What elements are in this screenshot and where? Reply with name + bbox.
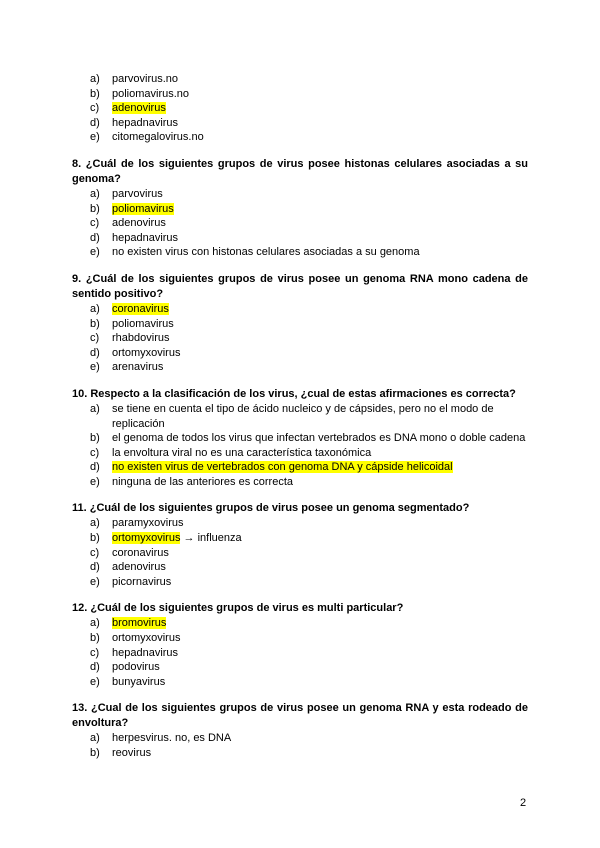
option-text: poliomavirus.no <box>112 87 190 100</box>
answer-option <box>72 116 528 131</box>
option-note: → influenza <box>180 532 242 545</box>
option-text: ortomyxovirus <box>112 632 181 645</box>
option-list <box>72 402 528 490</box>
option-letter: c) <box>90 446 100 459</box>
option-text: hepadnavirus <box>112 646 179 659</box>
question-block <box>72 601 528 689</box>
option-text: se tiene en cuenta el tipo de ácido nucleico y de cápsides, pero no el modo de replicación <box>112 402 494 430</box>
option-letter: a) <box>90 517 100 530</box>
option-letter: e) <box>90 361 100 374</box>
option-text: la envoltura viral no es una característica taxonómica <box>112 446 372 459</box>
answer-option <box>72 87 528 102</box>
question-block <box>72 157 528 260</box>
option-text: arenavirus <box>112 361 164 374</box>
answer-option <box>72 746 528 761</box>
option-letter: b) <box>90 202 100 215</box>
option-letter: a) <box>90 302 100 315</box>
option-letter: c) <box>90 102 100 115</box>
answer-option <box>72 216 528 231</box>
option-letter: a) <box>90 402 100 415</box>
answer-option <box>72 575 528 590</box>
highlighted-answer-text: poliomavirus <box>112 202 174 215</box>
option-letter: b) <box>90 632 100 645</box>
answer-option <box>72 302 528 317</box>
question-title: 9. ¿Cuál de los siguientes grupos de virus posee un genoma RNA mono cadena de sentido positivo? <box>72 272 528 300</box>
option-letter: a) <box>90 73 100 85</box>
answer-option <box>72 616 528 631</box>
highlighted-answer-text: no existen virus de vertebrados con genoma DNA y cápside helicoidal <box>112 461 453 474</box>
option-list <box>72 187 528 260</box>
answer-option <box>72 675 528 690</box>
highlighted-answer-text: bromovirus <box>112 617 167 630</box>
answer-option <box>72 475 528 490</box>
option-text: reovirus <box>112 747 152 759</box>
page-content <box>72 72 528 761</box>
option-letter: d) <box>90 461 100 474</box>
option-letter: d) <box>90 116 100 129</box>
page-number: 2 <box>520 797 527 809</box>
option-letter: a) <box>90 187 100 200</box>
answer-option <box>72 245 528 260</box>
option-text: ninguna de las anteriores es correcta <box>112 475 293 488</box>
answer-option <box>72 130 528 145</box>
option-text: citomegalovirus.no <box>112 131 204 144</box>
option-text: adenovirus <box>112 217 166 230</box>
option-letter: b) <box>90 432 100 445</box>
option-list <box>72 302 528 375</box>
highlighted-answer-text: coronavirus <box>112 302 169 315</box>
option-text: coronavirus <box>112 546 169 559</box>
option-letter: b) <box>90 747 100 759</box>
question-block <box>72 272 528 375</box>
answer-option <box>72 731 528 746</box>
option-text: ortomyxovirus <box>112 346 181 359</box>
option-text: picornavirus <box>112 575 172 588</box>
option-letter: e) <box>90 675 100 688</box>
option-letter: c) <box>90 332 100 345</box>
question-title: 10. Respecto a la clasificación de los virus, ¿cual de estas afirmaciones es correcta? <box>72 387 516 400</box>
answer-option <box>72 431 528 446</box>
question-block <box>72 501 528 589</box>
answer-option <box>72 346 528 361</box>
option-letter: e) <box>90 131 100 144</box>
option-letter: d) <box>90 661 100 674</box>
question-title: 12. ¿Cuál de los siguientes grupos de virus es multi particular? <box>72 602 404 615</box>
option-list <box>72 731 528 760</box>
answer-option <box>72 402 528 431</box>
option-text: el genoma de todos los virus que infectan vertebrados es DNA mono o doble cadena <box>112 432 526 445</box>
option-text: hepadnavirus <box>112 231 179 244</box>
option-letter: c) <box>90 546 100 559</box>
answer-option <box>72 460 528 475</box>
option-letter: d) <box>90 561 100 574</box>
option-text: poliomavirus <box>112 317 174 330</box>
option-letter: b) <box>90 532 100 545</box>
question-block <box>72 387 528 490</box>
answer-option <box>72 631 528 646</box>
answer-option <box>72 317 528 332</box>
answer-option <box>72 531 528 546</box>
option-letter: c) <box>90 646 100 659</box>
option-letter: d) <box>90 231 100 244</box>
option-letter: a) <box>90 617 100 630</box>
answer-option <box>72 187 528 202</box>
option-text: parvovirus.no <box>112 73 179 85</box>
question-title: 11. ¿Cuál de los siguientes grupos de virus posee un genoma segmentado? <box>72 502 470 515</box>
answer-option <box>72 516 528 531</box>
question-title: 8. ¿Cuál de los siguientes grupos de virus posee histonas celulares asociadas a su genoma? <box>72 157 528 185</box>
option-letter: a) <box>90 732 100 745</box>
option-list <box>72 516 528 589</box>
answer-option <box>72 560 528 575</box>
answer-option <box>72 331 528 346</box>
answer-option <box>72 231 528 246</box>
option-letter: e) <box>90 575 100 588</box>
highlighted-answer-text: ortomyxovirus <box>112 532 181 545</box>
option-letter: b) <box>90 317 100 330</box>
option-letter: e) <box>90 475 100 488</box>
answer-option <box>72 72 528 87</box>
option-text: parvovirus <box>112 187 163 200</box>
highlighted-answer-text: adenovirus <box>112 102 166 115</box>
option-text: herpesvirus. no, es DNA <box>112 732 232 745</box>
answer-option <box>72 546 528 561</box>
option-letter: b) <box>90 87 100 100</box>
option-text: no existen virus con histonas celulares asociadas a su genoma <box>112 246 420 259</box>
option-list <box>72 616 528 689</box>
lead-option-list <box>72 72 528 145</box>
option-text: hepadnavirus <box>112 116 179 129</box>
option-text: rhabdovirus <box>112 332 170 345</box>
answer-option <box>72 660 528 675</box>
answer-option <box>72 646 528 661</box>
option-text: paramyxovirus <box>112 517 184 530</box>
answer-option <box>72 202 528 217</box>
answer-option <box>72 360 528 375</box>
option-letter: d) <box>90 346 100 359</box>
option-letter: c) <box>90 217 100 230</box>
option-text: adenovirus <box>112 561 166 574</box>
option-text: bunyavirus <box>112 675 166 688</box>
option-letter: e) <box>90 246 100 259</box>
question-title: 13. ¿Cual de los siguientes grupos de virus posee un genoma RNA y esta rodeado de envoltura? <box>72 702 528 730</box>
option-text: podovirus <box>112 661 160 674</box>
answer-option <box>72 101 528 116</box>
answer-option <box>72 446 528 461</box>
question-block <box>72 701 528 760</box>
